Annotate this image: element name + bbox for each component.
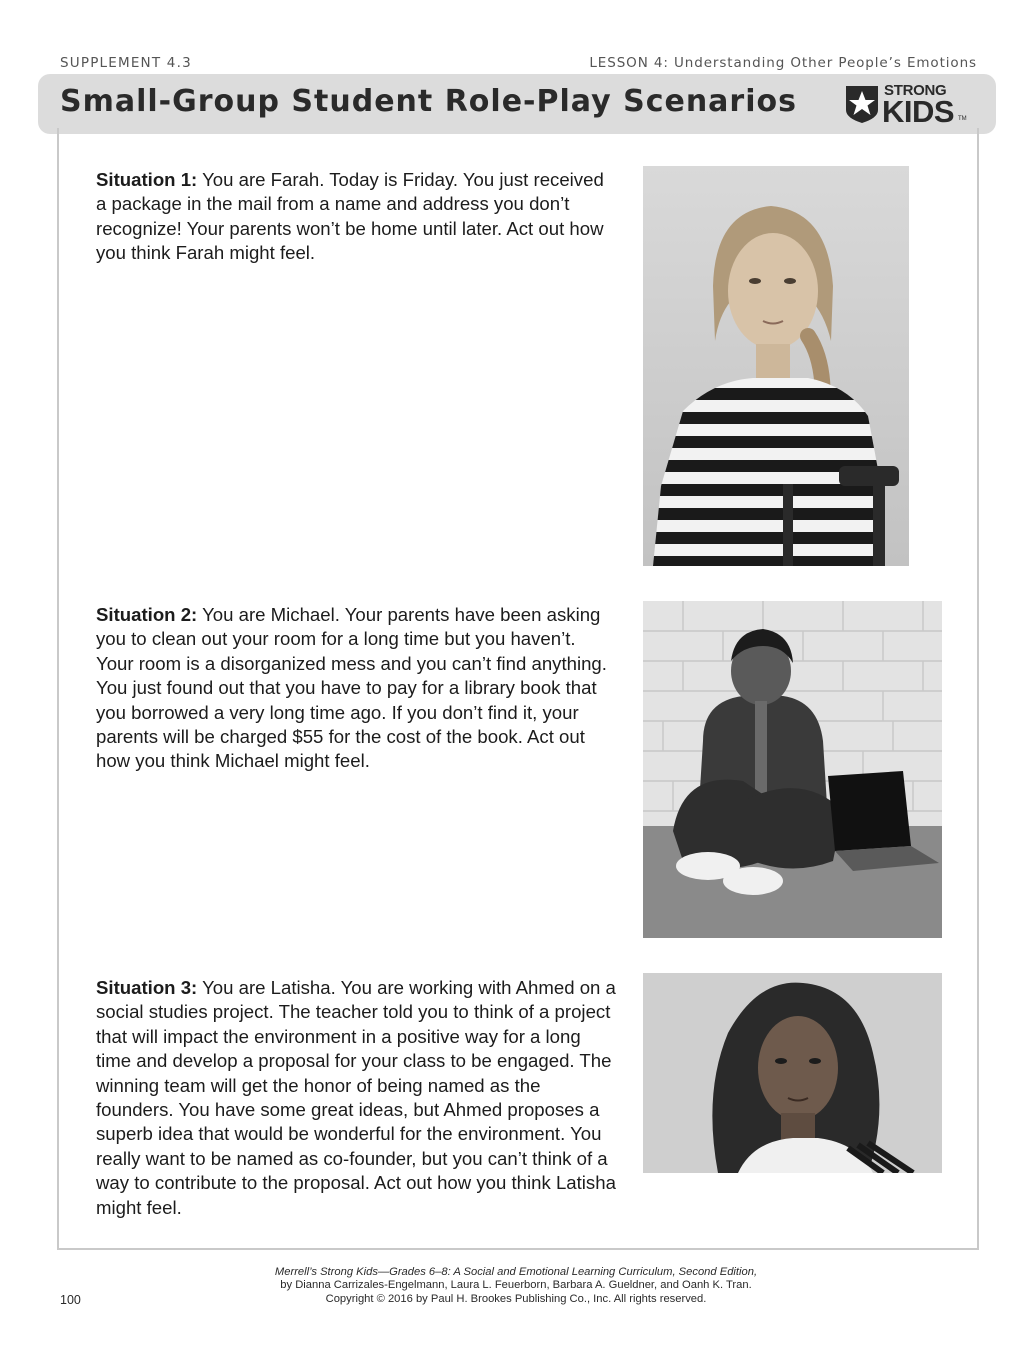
situation-2 [96, 603, 616, 774]
girl-striped-sweater-photo [643, 166, 909, 566]
strong-kids-logo [844, 82, 972, 128]
boy-sitting-laptop-photo [643, 601, 942, 938]
supplement-label: SUPPLEMENT 4.3 [60, 55, 192, 71]
footer-citation [140, 1266, 892, 1306]
situation-1 [96, 168, 616, 266]
lesson-label: LESSON 4: Understanding Other People’s Emotions [589, 55, 977, 71]
situation-3-label: Situation 3: [96, 977, 198, 998]
page-number: 100 [60, 1293, 81, 1307]
situation-1-text: You are Farah. Today is Friday. You just received a package in the mail from a name and address you don’t recognize! Your parents won’t be home until later. Act out how you think Farah might feel. [96, 169, 604, 264]
footer-line-1: Merrell’s Strong Kids—Grades 6–8: A Social and Emotional Learning Curriculum, Second Edition, [274, 1266, 758, 1278]
logo-trademark: TM [958, 116, 967, 122]
footer-line-3: Copyright © 2016 by Paul H. Brookes Publishing Co., Inc. All rights reserved. [325, 1292, 707, 1305]
logo-strong-text: STRONG [884, 82, 947, 99]
girl-portrait-photo [643, 973, 942, 1173]
situation-3 [96, 976, 616, 1220]
logo-kids-text: KIDS [882, 94, 955, 129]
situation-3-text: You are Latisha. You are working with Ahmed on a social studies project. The teacher told you to think of a project that will impact the environment in a positive way for a long time and develop a proposal for your class to be engaged. The winning team will get the honor of being named as the founders. You have some great ideas, but Ahmed proposes a superb idea that would be wonderful for the environment. You really want to be named as co-founder, but you can’t think of a way to contribute to the proposal. Act out how you think Latisha might feel. [96, 977, 616, 1218]
situation-1-label: Situation 1: [96, 169, 198, 190]
page-title: Small-Group Student Role-Play Scenarios [60, 84, 797, 119]
situation-2-label: Situation 2: [96, 604, 198, 625]
footer-line-2: by Dianna Carrizales-Engelmann, Laura L. Feuerborn, Barbara A. Gueldner, and Oanh K. Tran. [280, 1279, 752, 1292]
situation-2-text: You are Michael. Your parents have been asking you to clean out your room for a long time but you haven’t. Your room is a disorganized mess and you can’t find anything. You just found out that you have to pay for a library book that you borrowed a very long time ago. If you don’t find it, your parents will be charged $55 for the cost of the book. Act out how you think Michael might feel. [96, 604, 607, 772]
title-bar [38, 74, 996, 134]
star-badge-icon [844, 84, 880, 124]
